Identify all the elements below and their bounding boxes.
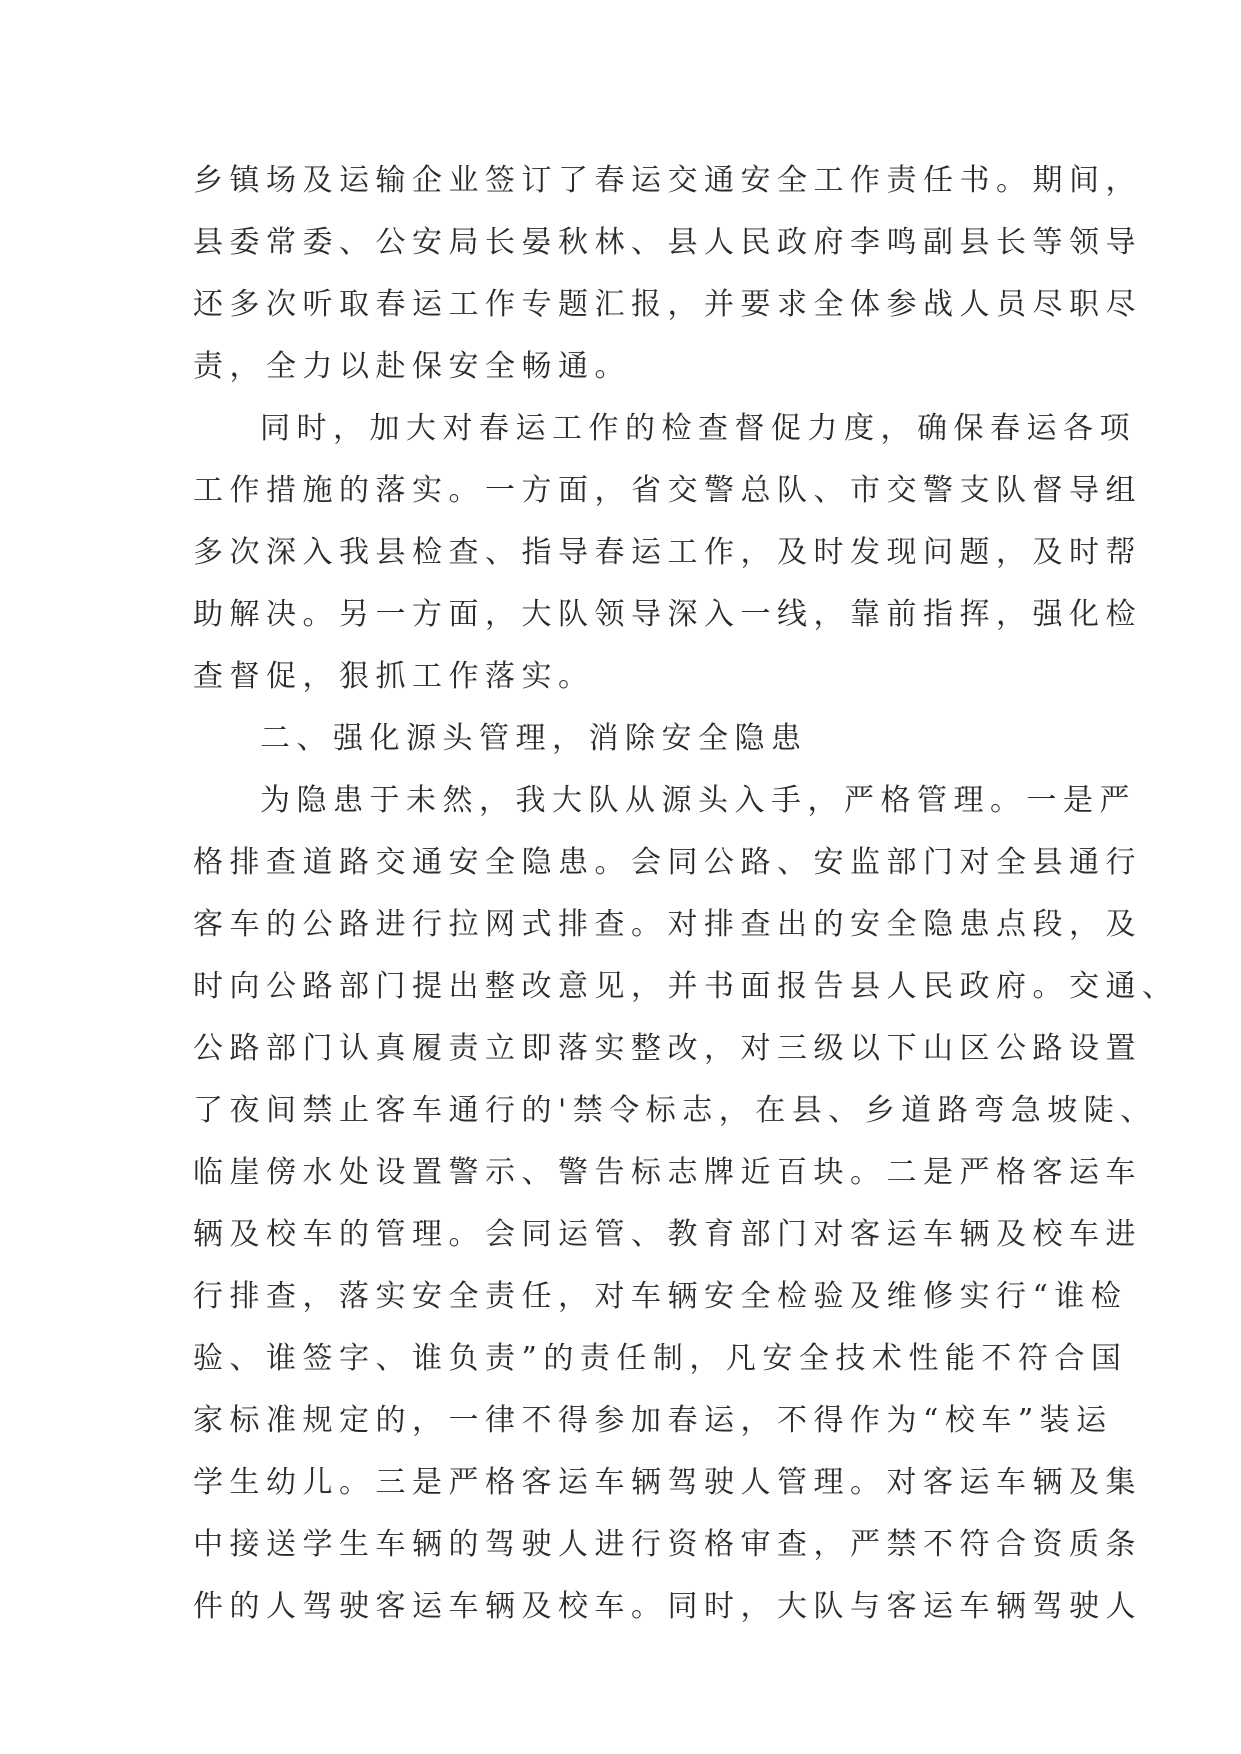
text-line: 件的人驾驶客运车辆及校车。同时，大队与客运车辆驾驶人 xyxy=(193,1589,1142,1624)
text-line: 中接送学生车辆的驾驶人进行资格审查，严禁不符合资质条 xyxy=(193,1527,1142,1562)
text-line: 工作措施的落实。一方面，省交警总队、市交警支队督导组 xyxy=(193,473,1142,508)
text-line: 二、强化源头管理，消除安全隐患 xyxy=(260,721,808,756)
text-line: 了夜间禁止客车通行的'禁令标志，在县、乡道路弯急坡陡、 xyxy=(193,1093,1157,1128)
text-line: 助解决。另一方面，大队领导深入一线，靠前指挥，强化检 xyxy=(193,597,1142,632)
text-line: 临崖傍水处设置警示、警告标志牌近百块。二是严格客运车 xyxy=(193,1155,1142,1190)
text-line: 格排查道路交通安全隐患。会同公路、安监部门对全县通行 xyxy=(193,845,1142,880)
text-line: 辆及校车的管理。会同运管、教育部门对客运车辆及校车进 xyxy=(193,1217,1142,1252)
text-line: 县委常委、公安局长晏秋林、县人民政府李鸣副县长等领导 xyxy=(193,225,1142,260)
text-line: 家标准规定的，一律不得参加春运，不得作为“校车”装运 xyxy=(193,1403,1113,1438)
text-line: 时向公路部门提出整改意见，并书面报告县人民政府。交通、 xyxy=(193,969,1179,1004)
text-line: 客车的公路进行拉网式排查。对排查出的安全隐患点段，及 xyxy=(193,907,1142,942)
text-line: 同时，加大对春运工作的检查督促力度，确保春运各项 xyxy=(260,411,1136,446)
text-line: 责，全力以赴保安全畅通。 xyxy=(193,349,631,384)
text-line: 乡镇场及运输企业签订了春运交通安全工作责任书。期间， xyxy=(193,163,1142,198)
text-line: 学生幼儿。三是严格客运车辆驾驶人管理。对客运车辆及集 xyxy=(193,1465,1142,1500)
text-line: 多次深入我县检查、指导春运工作，及时发现问题，及时帮 xyxy=(193,535,1142,570)
text-line: 公路部门认真履责立即落实整改，对三级以下山区公路设置 xyxy=(193,1031,1142,1066)
text-line: 为隐患于未然，我大队从源头入手，严格管理。一是严 xyxy=(260,783,1136,818)
document-body xyxy=(193,150,1179,1638)
text-line: 行排查，落实安全责任，对车辆安全检验及维修实行“谁检 xyxy=(193,1279,1128,1314)
text-line: 验、谁签字、谁负责”的责任制，凡安全技术性能不符合国 xyxy=(193,1341,1128,1376)
text-line: 还多次听取春运工作专题汇报，并要求全体参战人员尽职尽 xyxy=(193,287,1142,322)
text-line: 查督促，狠抓工作落实。 xyxy=(193,659,595,694)
